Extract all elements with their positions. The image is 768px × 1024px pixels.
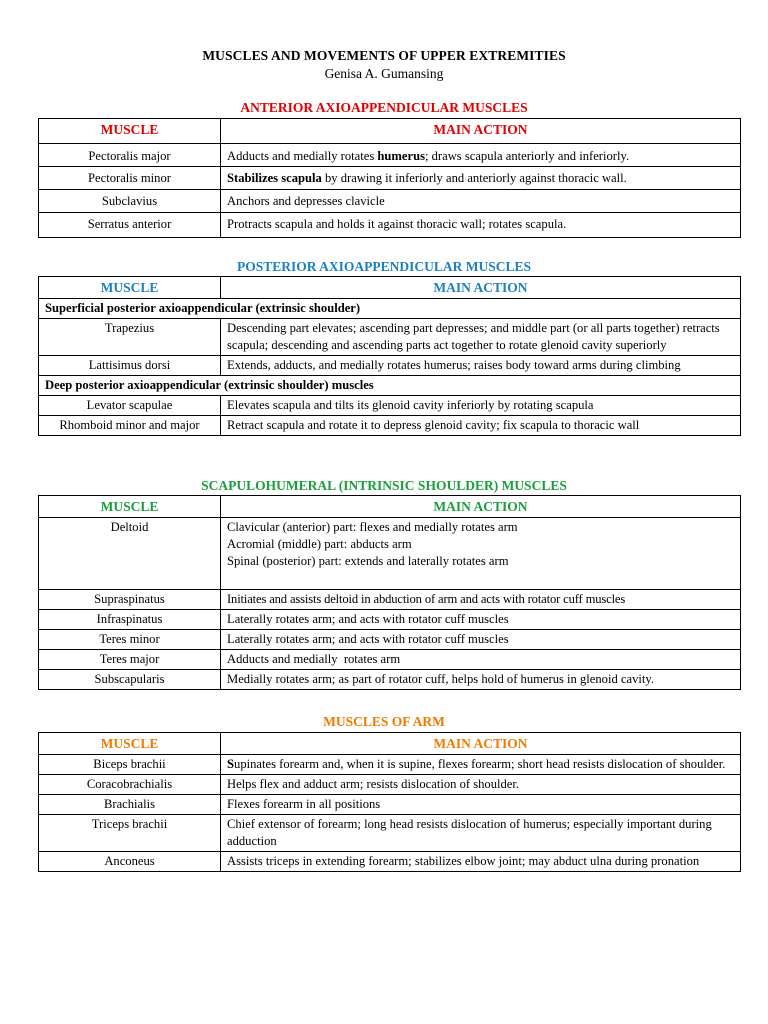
scapulohumeral-section-title: SCAPULOHUMERAL (INTRINSIC SHOULDER) MUSCLES	[201, 478, 567, 493]
table-row	[39, 590, 741, 610]
table-row	[39, 213, 741, 238]
muscle-action: Initiates and assists deltoid in abduction of arm and acts with rotator cuff muscles	[221, 590, 741, 610]
posterior-section-title: POSTERIOR AXIOAPPENDICULAR MUSCLES	[236, 259, 532, 274]
table-subheader-row	[39, 299, 741, 319]
muscle-column-header: MUSCLE	[39, 496, 221, 518]
table-row	[39, 630, 741, 650]
muscle-column-header: MUSCLE	[39, 119, 221, 144]
action-column-header: MAIN ACTION	[221, 277, 741, 299]
scapulohumeral-muscles-table	[38, 495, 741, 690]
muscle-column-header: MUSCLE	[39, 277, 221, 299]
table-header-row	[39, 496, 741, 518]
deep-group-label: Deep posterior axioappendicular (extrinsic shoulder) muscles	[39, 376, 741, 396]
muscle-action: Adducts and medially rotates arm	[221, 650, 741, 670]
table-row	[39, 775, 741, 795]
muscle-name: Subscapularis	[39, 670, 221, 690]
muscle-name: Brachialis	[39, 795, 221, 815]
document-title: MUSCLES AND MOVEMENTS OF UPPER EXTREMITIES	[202, 48, 566, 63]
muscle-name: Levator scapulae	[39, 396, 221, 416]
muscle-name: Deltoid	[39, 518, 221, 590]
table-row	[39, 190, 741, 213]
muscle-action: Retract scapula and rotate it to depress glenoid cavity; fix scapula to thoracic wall	[221, 416, 741, 436]
muscle-name: Lattisimus dorsi	[39, 356, 221, 376]
muscle-name: Rhomboid minor and major	[39, 416, 221, 436]
muscle-name: Serratus anterior	[39, 213, 221, 238]
arm-section-title: MUSCLES OF ARM	[323, 714, 445, 729]
muscle-action: Laterally rotates arm; and acts with rotator cuff muscles	[221, 630, 741, 650]
table-subheader-row	[39, 376, 741, 396]
table-header-row	[39, 119, 741, 144]
muscle-action: Elevates scapula and tilts its glenoid cavity inferiorly by rotating scapula	[221, 396, 741, 416]
table-header-row	[39, 277, 741, 299]
muscle-name: Pectoralis major	[39, 144, 221, 167]
muscle-name: Biceps brachii	[39, 755, 221, 775]
muscle-name: Subclavius	[39, 190, 221, 213]
table-row	[39, 650, 741, 670]
muscle-action: Anchors and depresses clavicle	[221, 190, 741, 213]
muscle-action: Helps flex and adduct arm; resists dislocation of shoulder.	[221, 775, 741, 795]
muscle-action: Assists triceps in extending forearm; stabilizes elbow joint; may abduct ulna during pronation	[221, 852, 741, 872]
table-row	[39, 518, 741, 590]
muscle-name: Teres minor	[39, 630, 221, 650]
table-row	[39, 396, 741, 416]
table-row	[39, 755, 741, 775]
anterior-muscles-table	[38, 118, 741, 238]
muscle-action: Supinates forearm and, when it is supine, flexes forearm; short head resists dislocation of shoulder.	[221, 755, 741, 775]
action-column-header: MAIN ACTION	[221, 496, 741, 518]
muscle-action: Protracts scapula and holds it against thoracic wall; rotates scapula.	[221, 213, 741, 238]
muscle-name: Infraspinatus	[39, 610, 221, 630]
muscle-name: Teres major	[39, 650, 221, 670]
muscle-action: Clavicular (anterior) part: flexes and medially rotates arm Acromial (middle) part: abducts arm Spinal (posterior) part: extends and laterally rotates arm	[221, 518, 741, 590]
table-row	[39, 356, 741, 376]
arm-muscles-table	[38, 732, 741, 872]
document-author: Genisa A. Gumansing	[324, 66, 444, 81]
muscle-action: Medially rotates arm; as part of rotator cuff, helps hold of humerus in glenoid cavity.	[221, 670, 741, 690]
table-row	[39, 144, 741, 167]
muscle-name: Supraspinatus	[39, 590, 221, 610]
muscle-action: Extends, adducts, and medially rotates humerus; raises body toward arms during climbing	[221, 356, 741, 376]
action-column-header: MAIN ACTION	[221, 119, 741, 144]
anterior-section-title: ANTERIOR AXIOAPPENDICULAR MUSCLES	[240, 100, 528, 115]
table-row	[39, 852, 741, 872]
table-row	[39, 670, 741, 690]
muscle-name: Trapezius	[39, 319, 221, 356]
muscle-action: Descending part elevates; ascending part depresses; and middle part (or all parts together) retracts scapula; descending and ascending parts act together to rotate glenoid cavity superiorly	[221, 319, 741, 356]
action-column-header: MAIN ACTION	[221, 733, 741, 755]
muscle-action: Chief extensor of forearm; long head resists dislocation of humerus; especially important during adduction	[221, 815, 741, 852]
table-header-row	[39, 733, 741, 755]
muscle-name: Triceps brachii	[39, 815, 221, 852]
table-row	[39, 319, 741, 356]
muscle-action: Stabilizes scapula by drawing it inferiorly and anteriorly against thoracic wall.	[221, 167, 741, 190]
muscle-column-header: MUSCLE	[39, 733, 221, 755]
superficial-group-label: Superficial posterior axioappendicular (extrinsic shoulder)	[39, 299, 741, 319]
muscle-name: Coracobrachialis	[39, 775, 221, 795]
table-row	[39, 167, 741, 190]
table-row	[39, 416, 741, 436]
table-row	[39, 815, 741, 852]
posterior-muscles-table	[38, 276, 741, 436]
muscle-action: Laterally rotates arm; and acts with rotator cuff muscles	[221, 610, 741, 630]
muscle-action: Flexes forearm in all positions	[221, 795, 741, 815]
muscle-action: Adducts and medially rotates humerus; draws scapula anteriorly and inferiorly.	[221, 144, 741, 167]
muscle-name: Pectoralis minor	[39, 167, 221, 190]
muscle-name: Anconeus	[39, 852, 221, 872]
table-row	[39, 795, 741, 815]
table-row	[39, 610, 741, 630]
